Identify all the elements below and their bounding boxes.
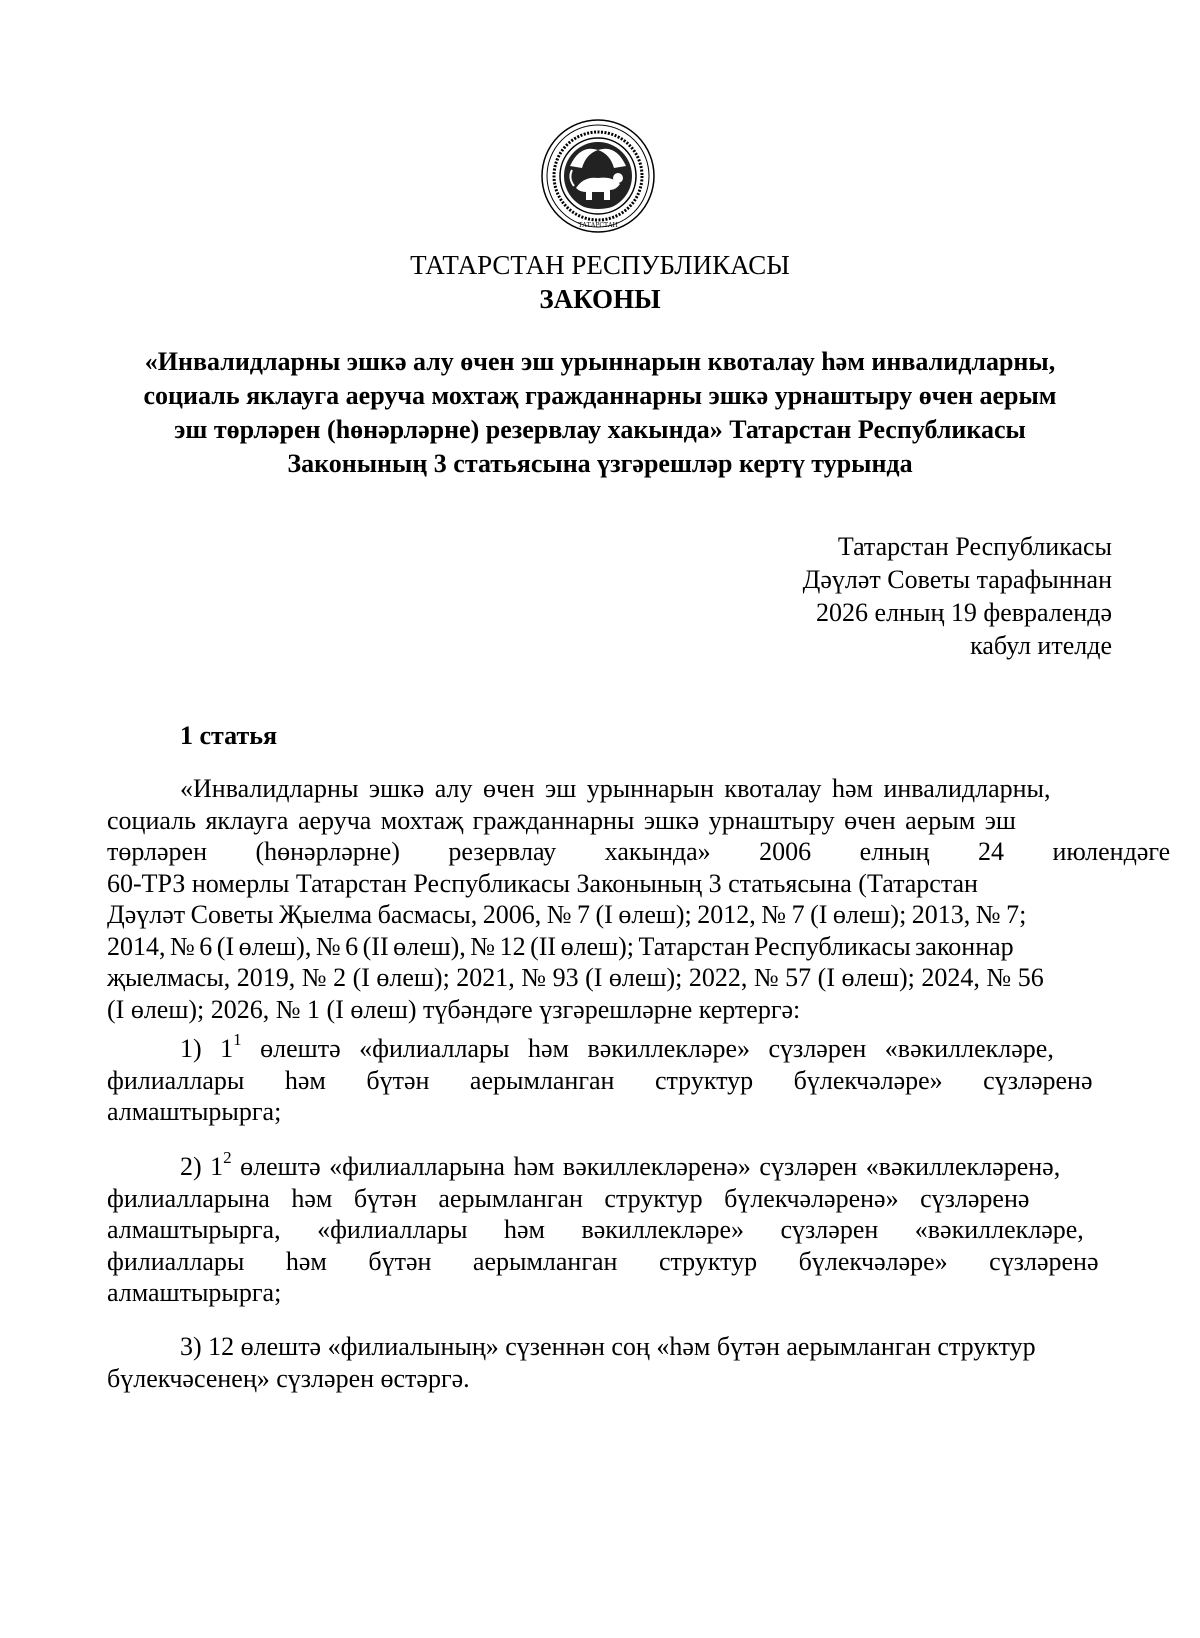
item-1-superscript: 1 <box>233 1030 242 1049</box>
title-line: Законының 3 статьясына үзгәрешләр кертү турында <box>287 449 913 478</box>
title-line: «Инвалидларны эшкә алу өчен эш урыннарын квоталау һәм инвалидларны, <box>144 347 1056 376</box>
item-2-line: алмаштырырга; <box>107 1278 282 1307</box>
item-1-number: 1) 1 <box>180 1034 234 1063</box>
adoption-line: Дәүләт Советы тарафыннан <box>802 565 1112 594</box>
adoption-line: 2026 елның 19 февралендә <box>816 598 1112 627</box>
item-1-line: алмаштырырга; <box>107 1097 282 1126</box>
law-title <box>100 345 1100 481</box>
republic-heading: ТАТАРСТАН РЕСПУБЛИКАСЫ <box>410 250 790 280</box>
item-2-line: филиалларына һәм бүтән аерымланган структур бүлекчәләренә» сүзләренә <box>107 1183 1030 1213</box>
intro-line: «Инвалидларны эшкә алу өчен эш урыннарын квоталау һәм инвалидларны, <box>180 774 1051 803</box>
intro-line: (I өлеш); 2026, № 1 (I өлеш) түбәндәге үзгәрешләрне кертергә: <box>107 994 801 1024</box>
item-2-superscript: 2 <box>223 1148 232 1167</box>
adoption-line: Татарстан Республикасы <box>837 532 1112 561</box>
adoption-note <box>803 530 1112 662</box>
title-line: социаль яклауга аеруча мохтаҗ гражданнарны эшкә урнаштыру өчен аерым <box>143 381 1057 410</box>
item-2 <box>107 1148 1104 1309</box>
item-1-line <box>107 1030 1104 1065</box>
intro-line: төрләрен (һөнәрләрне) резервлау хакында» 2006 елның 24 июлендәге <box>107 837 1171 866</box>
item-1-text: өлештә «филиаллары һәм вәкиллекләре» сүзләрен «вәкиллекләре, <box>260 1034 1054 1063</box>
doc-type-heading: ЗАКОНЫ <box>539 284 661 314</box>
item-2-line <box>107 1148 1104 1183</box>
title-line: эш төрләрен (һөнәрләрне) резервлау хакында» Татарстан Республикасы <box>174 415 1026 444</box>
intro-line: 2014, № 6 (I өлеш), № 6 (II өлеш), № 12 (II өлеш); Татарстан Республикасы законнар <box>107 931 1014 961</box>
article-heading: 1 статья <box>180 721 278 750</box>
intro-paragraph <box>107 773 1171 1025</box>
item-3-line: бүлекчәсенең» сүзләрен өстәргә. <box>107 1363 470 1393</box>
intro-line: Дәүләт Советы Җыелма басмасы, 2006, № 7 (I өлеш); 2012, № 7 (I өлеш); 2013, № 7; <box>107 900 1027 929</box>
item-2-text: өлештә «филиалларына һәм вәкиллекләренә» сүзләрен «вәкиллекләренә, <box>240 1152 1061 1181</box>
item-2-line: алмаштырырга, «филиаллары һәм вәкиллекләре» сүзләрен «вәкиллекләре, <box>107 1215 1084 1244</box>
item-1 <box>107 1030 1104 1128</box>
intro-line: 60-ТРЗ номерлы Татарстан Республикасы Законының 3 статьясына (Татарстан <box>107 868 978 898</box>
intro-line: җыелмасы, 2019, № 2 (I өлеш); 2021, № 93 (I өлеш); 2022, № 57 (I өлеш); 2024, № 56 <box>107 963 1044 992</box>
item-3-line: 3) 12 өлештә «филиалының» сүзеннән соң «һәм бүтән аерымланган структур <box>180 1332 1036 1361</box>
item-2-number: 2) 1 <box>180 1152 224 1181</box>
intro-line: социаль яклауга аеруча мохтаҗ гражданнарны эшкә урнаштыру өчен аерым эш <box>107 805 1016 835</box>
emblem-seal-text: ТАТАРСТАН <box>578 222 618 229</box>
tatarstan-coat-of-arms-icon <box>540 118 656 234</box>
adoption-line: кабул ителде <box>970 631 1112 660</box>
item-2-line: филиаллары һәм бүтән аерымланган структур бүлекчәләре» сүзләренә <box>107 1246 1099 1276</box>
item-3 <box>107 1331 1104 1394</box>
item-1-line: филиаллары һәм бүтән аерымланган структур бүлекчәләре» сүзләренә <box>107 1065 1093 1095</box>
